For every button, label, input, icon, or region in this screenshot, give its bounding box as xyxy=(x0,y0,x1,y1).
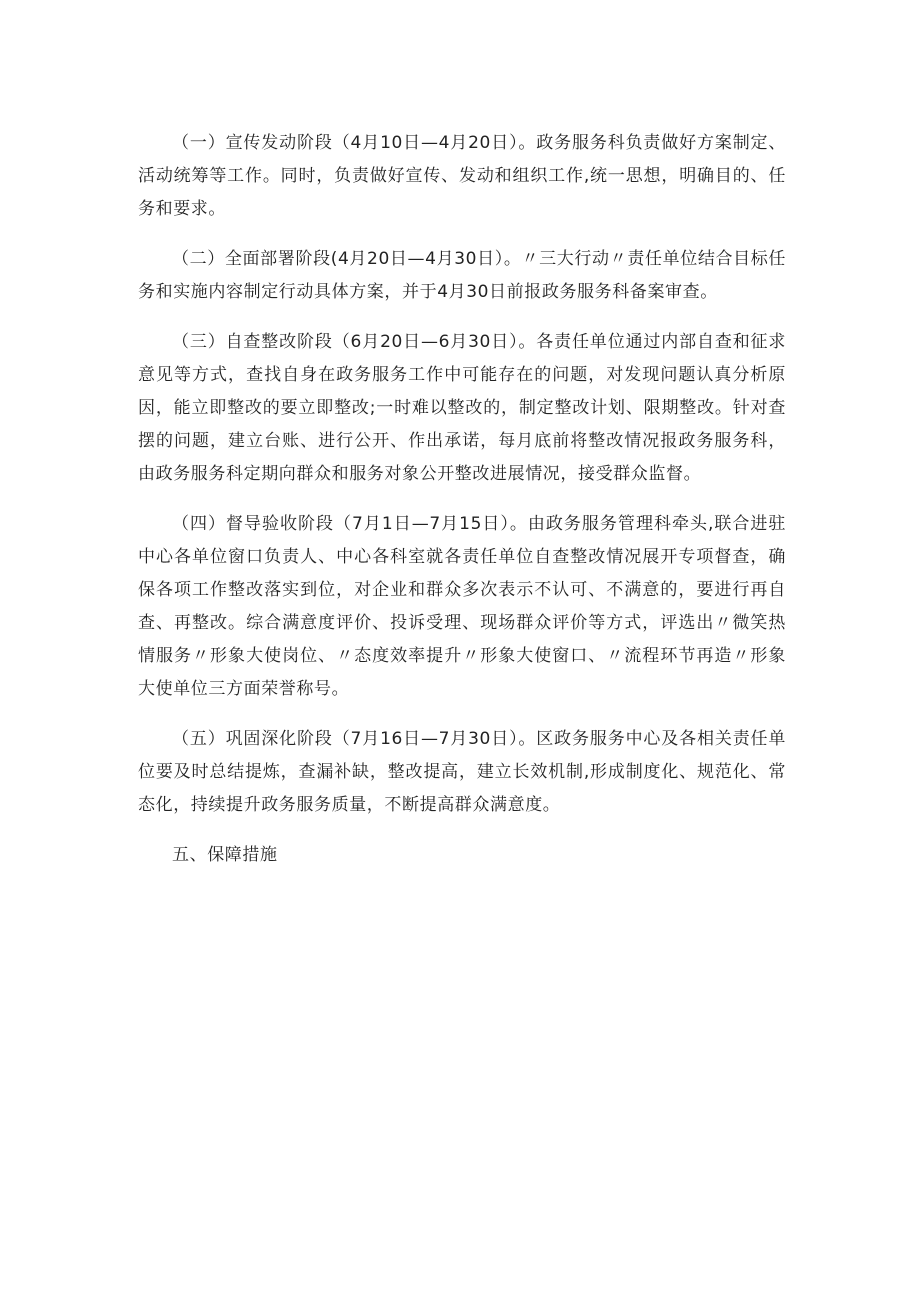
paragraph-phase-2: （二）全面部署阶段(4月20日—4月30日）。〃三大行动〃责任单位结合目标任务和实施内容制定行动具体方案，并于4月30日前报政务服务科备案审查。 xyxy=(138,249,786,302)
document-body xyxy=(138,127,786,872)
paragraph-phase-1: （一）宣传发动阶段（4月10日—4月20日）。政务服务科负责做好方案制定、活动统筹等工作。同时，负责做好宣传、发动和组织工作,统一思想，明确目的、任务和要求。 xyxy=(138,133,786,219)
paragraph-phase-3: （三）自查整改阶段（6月20日—6月30日）。各责任单位通过内部自查和征求意见等方式，查找自身在政务服务工作中可能存在的问题，对发现问题认真分析原因，能立即整改的要立即整改;一时难以整改的，制定整改计划、限期整改。针对查摆的问题，建立台账、进行公开、作出承诺，每月底前将整改情况报政务服务科，由政务服务科定期向群众和服务对象公开整改进展情况，接受群众监督。 xyxy=(138,332,786,484)
section-heading: 五、保障措施 xyxy=(172,845,278,865)
paragraph-phase-4: （四）督导验收阶段（7月1日—7月15日）。由政务服务管理科牵头,联合进驻中心各单位窗口负责人、中心各科室就各责任单位自查整改情况展开专项督查，确保各项工作整改落实到位，对企业和群众多次表示不认可、不满意的，要进行再自查、再整改。综合满意度评价、投诉受理、现场群众评价等方式，评选出〃微笑热情服务〃形象大使岗位、〃态度效率提升〃形象大使窗口、〃流程环节再造〃形象大使单位三方面荣誉称号。 xyxy=(138,514,786,699)
paragraph-phase-5: （五）巩固深化阶段（7月16日—7月30日）。区政务服务中心及各相关责任单位要及时总结提炼，查漏补缺，整改提高，建立长效机制,形成制度化、规范化、常态化，持续提升政务服务质量，不断提高群众满意度。 xyxy=(138,729,786,815)
